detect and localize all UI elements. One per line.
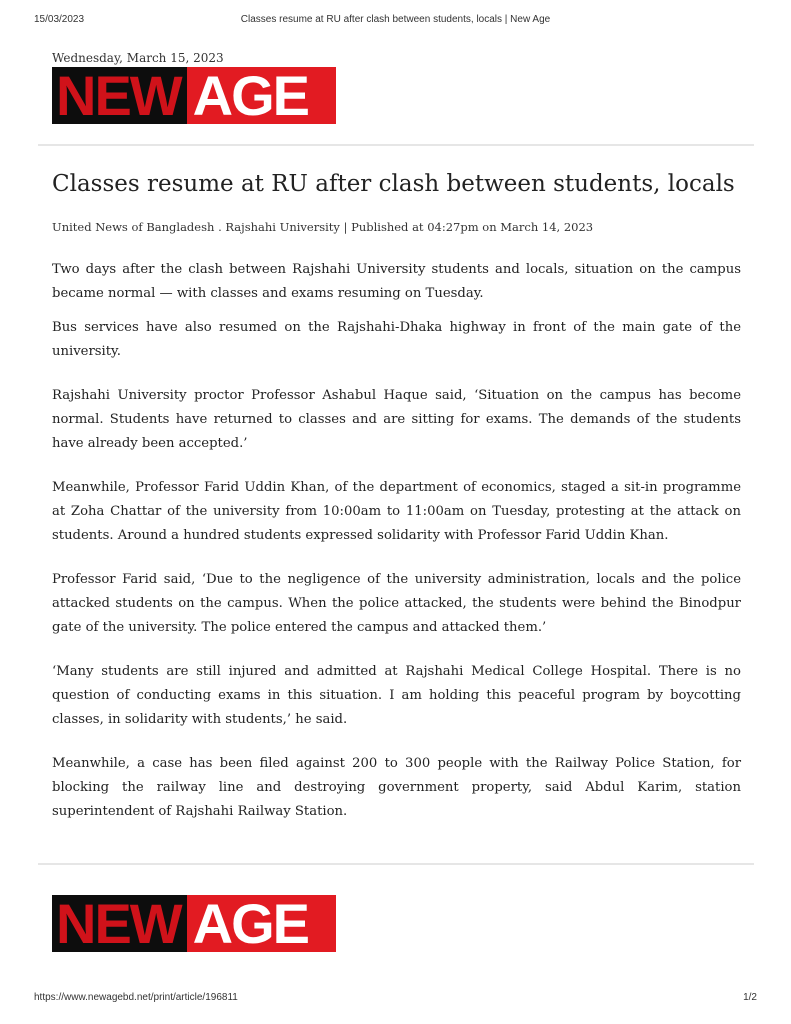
print-date: 15/03/2023: [34, 14, 85, 25]
article-byline: United News of Bangladesh . Rajshahi University | Published at 04:27pm on March 14, 2023: [52, 220, 594, 234]
article-body: [52, 258, 741, 844]
divider: [38, 144, 754, 146]
logo-age-text: AGE: [192, 67, 309, 124]
logo-new-text: NEW: [52, 67, 187, 124]
dateline: Wednesday, March 15, 2023: [52, 51, 224, 65]
article-paragraph: Bus services have also resumed on the Rajshahi-Dhaka highway in front of the main gate of the university.: [52, 320, 741, 359]
print-url: https://www.newagebd.net/print/article/196811: [34, 992, 238, 1003]
print-page-title: Classes resume at RU after clash between students, locals | New Age: [240, 14, 551, 25]
article-paragraph: Professor Farid said, ‘Due to the negligence of the university administration, locals and the police attacked students on the campus. When the police attacked, the students were behind the Binodpur gate of the university. The police entered the campus and attacked them.’: [52, 572, 741, 635]
logo-new-text: NEW: [52, 895, 187, 952]
divider: [38, 863, 754, 865]
article-paragraph: ‘Many students are still injured and admitted at Rajshahi Medical College Hospital. There is no question of conducting exams in this situation. I am holding this peaceful program by boycotting classes, in solidarity with students,’ he said.: [52, 664, 741, 727]
article-paragraph: Meanwhile, a case has been filed against 200 to 300 people with the Railway Police Station, for blocking the railway line and destroying government property, said Abdul Karim, station superintendent of Rajshahi Railway Station.: [52, 756, 741, 819]
article-paragraph: Two days after the clash between Rajshahi University students and locals, situation on the campus became normal — with classes and exams resuming on Tuesday.: [52, 262, 741, 301]
newage-logo-footer[interactable]: [52, 895, 336, 952]
newage-logo[interactable]: [52, 67, 336, 124]
article-paragraph: Rajshahi University proctor Professor Ashabul Haque said, ‘Situation on the campus has become normal. Students have returned to classes and are sitting for exams. The demands of the students have already been accepted.’: [52, 388, 741, 451]
article-paragraph: Meanwhile, Professor Farid Uddin Khan, of the department of economics, staged a sit-in programme at Zoha Chattar of the university from 10:00am to 11:00am on Tuesday, protesting at the attack on students. Around a hundred students expressed solidarity with Professor Farid Uddin Khan.: [52, 480, 741, 543]
print-footer: [0, 992, 791, 1006]
logo-age-text: AGE: [192, 895, 309, 952]
print-header: [0, 14, 791, 30]
page-number: 1/2: [743, 992, 757, 1003]
article-headline: Classes resume at RU after clash between students, locals: [52, 171, 735, 197]
